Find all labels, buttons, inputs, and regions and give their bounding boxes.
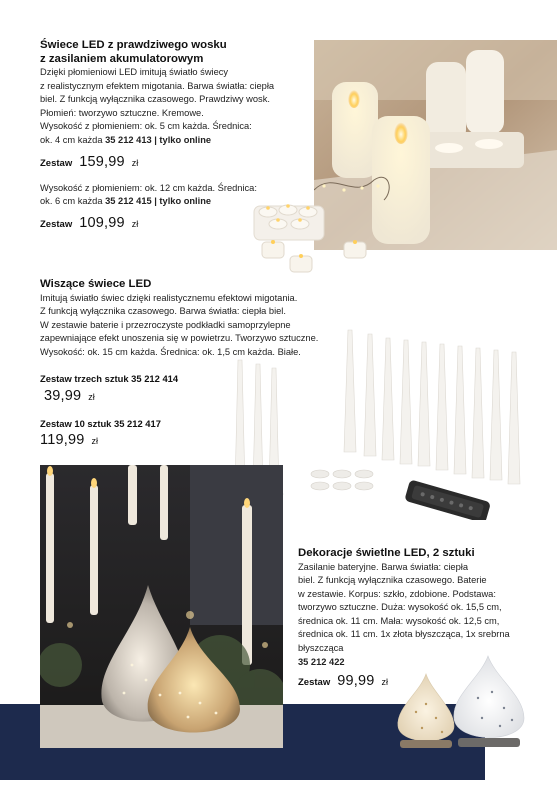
product-2-set10-price: 119,99 <box>40 432 85 448</box>
product-1b-size: ok. 6 cm każda <box>40 196 103 207</box>
product-2-desc-line-1: Imitują światło świec dzięki realistycznemu efektowi migotania. <box>40 292 298 303</box>
product-2-desc-line-4: zapewniające efekt unoszenia się w powietrzu. Tworzywo sztuczne. <box>40 333 319 344</box>
product-3-code: 35 212 422 <box>298 656 345 667</box>
product-3-desc-line-6: średnica ok. 11 cm. 1x złota błyszcząca, 1x srebrna <box>298 629 510 640</box>
product-2-set3-currency: zł <box>88 392 95 402</box>
product-1-code: 35 212 413 | tylko online <box>105 134 212 145</box>
tealights-photo <box>248 190 370 282</box>
product-2-set10-price-row <box>40 432 98 448</box>
product-1-desc-line-1: Dzięki płomieniowi LED imitują światło świecy <box>40 67 229 77</box>
product-1b-code: 35 212 415 | tylko online <box>105 196 212 207</box>
product-2-set3-price-row <box>44 388 95 404</box>
product-2-set3-label: Zestaw trzech sztuk 35 212 414 <box>40 373 179 384</box>
product-1b-price: 109,99 <box>79 214 125 231</box>
product-2-set3-price: 39,99 <box>44 388 82 404</box>
product-1-desc-line-4: Płomień: tworzywo sztuczne. Kremowe. <box>40 107 204 118</box>
product-1-set-label: Zestaw <box>40 157 73 169</box>
product-3-desc-line-1: Zasilanie bateryjne. Barwa światła: ciepła <box>298 561 469 572</box>
product-2-desc-line-3: W zestawie baterie i przezroczyste podkładki samoprzylepne <box>40 319 291 330</box>
product-3-title: Dekoracje świetlne LED, 2 sztuki <box>298 547 475 559</box>
product-1-desc-line-6 <box>40 134 310 148</box>
product-1b-desc-line-1: Wysokość z płomieniem: ok. 12 cm każda. Średnica: <box>40 182 257 193</box>
led-teardrop-decorations-photo <box>392 652 530 752</box>
product-3-desc-line-2: biel. Z funkcją wyłącznika czasowego. Baterie <box>298 575 487 586</box>
product-1-currency: zł <box>131 157 139 168</box>
product-3-desc-line-7: błyszcząca <box>298 643 344 654</box>
product-1-title-line-2: z zasilaniem akumulatorowym <box>40 52 204 65</box>
product-1-desc-line-2: z realistycznym efektem migotania. Barwa światła: ciepła <box>40 80 275 91</box>
product-2-title: Wiszące świece LED <box>40 278 152 290</box>
product-2-set10-currency: zł <box>91 436 98 446</box>
led-decorations-scene-photo <box>40 465 283 748</box>
product-1-desc-line-5: Wysokość z płomieniem: ok. 5 cm każda. Średnica: <box>40 121 252 132</box>
product-2-desc-line-2: Z funkcją wyłącznika czasowego. Barwa światła: ciepła biel. <box>40 306 286 317</box>
product-2-set10-label: Zestaw 10 sztuk 35 212 417 <box>40 418 161 429</box>
product-3-desc-line-5: średnica ok. 11 cm. Mała: wysokość ok. 12,5 cm, <box>298 615 500 626</box>
product-1-title-line-1: Świece LED z prawdziwego wosku <box>40 39 227 51</box>
product-3-set-label: Zestaw <box>298 677 331 689</box>
product-3-desc-line-4: tworzywo sztuczne. Duża: wysokość ok. 15,5 cm, <box>298 602 502 613</box>
product-1-price-row <box>40 154 310 170</box>
product-1-price: 159,99 <box>79 153 125 170</box>
product-2-desc-line-5: Wysokość: ok. 15 cm każda. Średnica: ok. 1,5 cm każda. Białe. <box>40 346 301 357</box>
product-1-size: ok. 4 cm każda <box>40 134 103 145</box>
product-1b-currency: zł <box>131 218 139 229</box>
product-3-price: 99,99 <box>337 673 375 690</box>
product-3-currency: zł <box>381 677 389 688</box>
product-1b-set-label: Zestaw <box>40 218 73 230</box>
product-1-desc-line-3: biel. Z funkcją wyłącznika czasowego. Prawdziwy wosk. <box>40 94 270 105</box>
product-3-desc-line-3: w zestawie. Korpus: szkło, zdobione. Podstawa: <box>298 588 496 599</box>
